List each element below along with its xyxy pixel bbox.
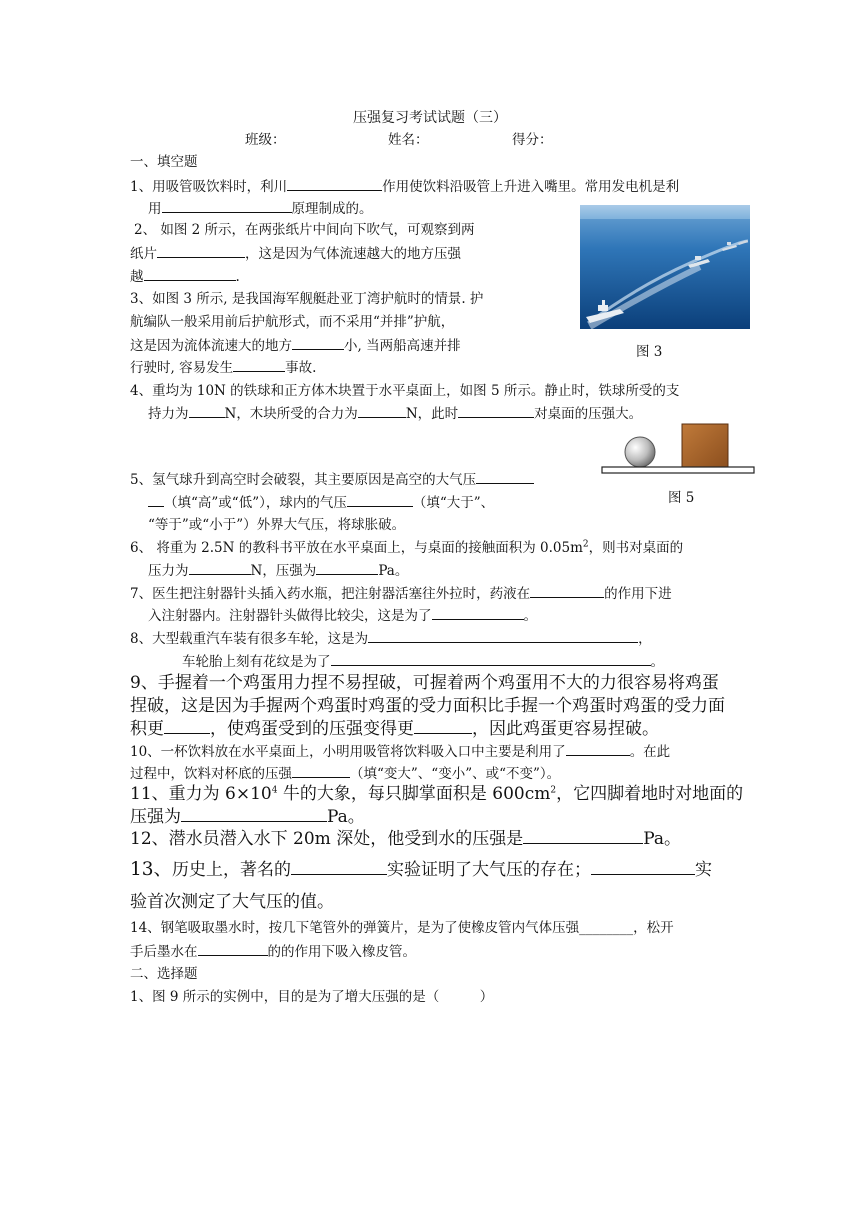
blank	[233, 357, 285, 372]
blank	[181, 805, 327, 822]
blank	[189, 560, 251, 575]
question-8-line-1: 8、大型载重汽车装有很多车轮，这是为 ，	[130, 628, 652, 649]
figure-5-caption: 图 5	[668, 490, 695, 506]
ships-image	[580, 205, 750, 329]
blank	[358, 403, 406, 418]
figure-3-ships-photo	[580, 205, 750, 329]
question-9-line-1: 9、手握着一个鸡蛋用力捏不易捏破，可握着两个鸡蛋用不大的力很容易将鸡蛋	[130, 673, 719, 693]
score-field-label: 得分：	[512, 132, 553, 148]
question-7-line-1: 7、医生把注射器针头插入药水瓶，把注射器活塞往外拉时，药液在 的作用下进	[130, 583, 672, 604]
blank	[530, 583, 604, 598]
question-1-line-1: 1、用吸管吸饮料时，利川 作用使饮料沿吸管上升进入嘴里。常用发电机是利	[130, 176, 679, 197]
question-12: 12、潜水员潜入水下 20m 深处，他受到水的压强是 Pa。	[130, 829, 682, 849]
blank	[291, 858, 387, 875]
question-7-line-2: 入注射器内。注射器针头做得比较尖，这是为了 。	[148, 605, 537, 626]
question-10-line-1: 10、一杯饮料放在水平桌面上，小明用吸管将饮料吸入口中主要是利用了 。在此	[130, 741, 670, 762]
table-surface	[602, 467, 754, 473]
blank	[287, 176, 382, 191]
blank	[148, 492, 164, 507]
figure-3-caption: 图 3	[636, 344, 663, 360]
question-1-line-2: 用 原理制成的。	[148, 198, 373, 219]
question-11-line-2: 压强为 Pa。	[130, 807, 365, 827]
blank	[316, 560, 378, 575]
section-fill-blank: 一、填空题	[130, 154, 198, 170]
blank	[331, 651, 651, 666]
blank	[458, 403, 534, 418]
blank	[523, 827, 643, 844]
blank	[292, 335, 344, 350]
figure-5-ball-and-block	[600, 420, 756, 476]
question-5-line-1: 5、氢气球升到高空时会破裂，其主要原因是高空的大气压	[130, 469, 534, 490]
question-14-line-2: 手后墨水在 的的作用下吸入橡皮管。	[130, 941, 416, 962]
question-3-line-4: 行驶时, 容易发生 事故.	[130, 357, 316, 378]
question-6-line-2: 压力为 N，压强为 Pa。	[148, 560, 408, 581]
question-2-line-3: 越 .	[130, 266, 240, 287]
question-6-line-1: 6、 将重为 2.5N 的教科书平放在水平桌面上，与桌面的接触面积为 $0.05m^2$，则书对桌面的	[130, 539, 684, 556]
blank	[368, 628, 638, 643]
question-9-line-3: 积更 ，使鸡蛋受到的压强变得更 ，因此鸡蛋更容易捏破。	[130, 719, 659, 739]
blank	[476, 469, 534, 484]
question-2-line-2: 纸片 ，这是因为气体流速越大的地方压强	[130, 243, 461, 264]
blank	[347, 492, 413, 507]
blank	[164, 717, 210, 734]
question-11-line-1: 11、重力为 $6\times 10^4$ 牛的大象，每只脚掌面积是 $600cm^2$，它四脚着地时对地面的	[130, 784, 744, 804]
name-field-label: 姓名：	[388, 132, 429, 148]
blank	[566, 741, 630, 756]
question-5-line-3: “等于”或“小于”）外界大气压，将球胀破。	[148, 517, 406, 533]
question-2-line-1: 2、 如图 2 所示，在两张纸片中间向下吹气，可观察到两	[134, 222, 475, 238]
blank	[162, 198, 292, 213]
blank	[292, 763, 350, 778]
question-3-line-2: 航编队一般采用前后护航形式，而不采用“并排”护航，	[130, 314, 455, 330]
blank	[432, 605, 524, 620]
multiple-choice-question-1: 1、图 9 所示的实例中，目的是为了增大压强的是（ ）	[130, 989, 494, 1005]
iron-ball-icon	[625, 437, 655, 467]
question-3-line-1: 3、如图 3 所示, 是我国海军舰艇赴亚丁湾护航时的情景. 护	[130, 291, 484, 307]
page-title: 压强复习考试试题（三）	[353, 110, 507, 126]
question-5-line-2: （填“高”或“低”），球内的气压 （填“大于”、	[148, 492, 494, 513]
question-4-line-2: 持力为 N，木块所受的合力为 N，此时 对桌面的压强大。	[148, 403, 642, 424]
question-9-line-2: 捏破，这是因为手握两个鸡蛋时鸡蛋的受力面积比手握一个鸡蛋时鸡蛋的受力面	[130, 696, 725, 716]
blank	[189, 403, 225, 418]
question-8-line-2: 车轮胎上刻有花纹是为了 。	[182, 651, 664, 672]
question-3-line-3: 这是因为流体流速大的地方 小, 当两船高速并排	[130, 335, 461, 356]
question-10-line-2: 过程中，饮料对杯底的压强 （填“变大”、“变小”、或“不变”）。	[130, 763, 560, 784]
class-field-label: 班级：	[245, 132, 286, 148]
blank	[198, 941, 268, 956]
blank	[414, 717, 472, 734]
question-4-line-1: 4、重均为 10N 的铁球和正方体木块置于水平桌面上，如图 5 所示。静止时，铁球所受的支	[130, 383, 680, 399]
question-14-line-1: 14、钢笔吸取墨水时，按几下笔管外的弹簧片，是为了使橡皮管内气体压强________，松开	[130, 920, 674, 936]
question-13-line-2: 验首次测定了大气压的值。	[130, 892, 334, 912]
section-multiple-choice: 二、选择题	[130, 966, 198, 982]
blank	[591, 858, 695, 875]
blank	[144, 266, 236, 281]
wood-block-icon	[682, 424, 728, 467]
question-13-line-1: 13、历史上，著名的 实验证明了大气压的存在； 实	[130, 859, 713, 880]
blank	[157, 243, 245, 258]
